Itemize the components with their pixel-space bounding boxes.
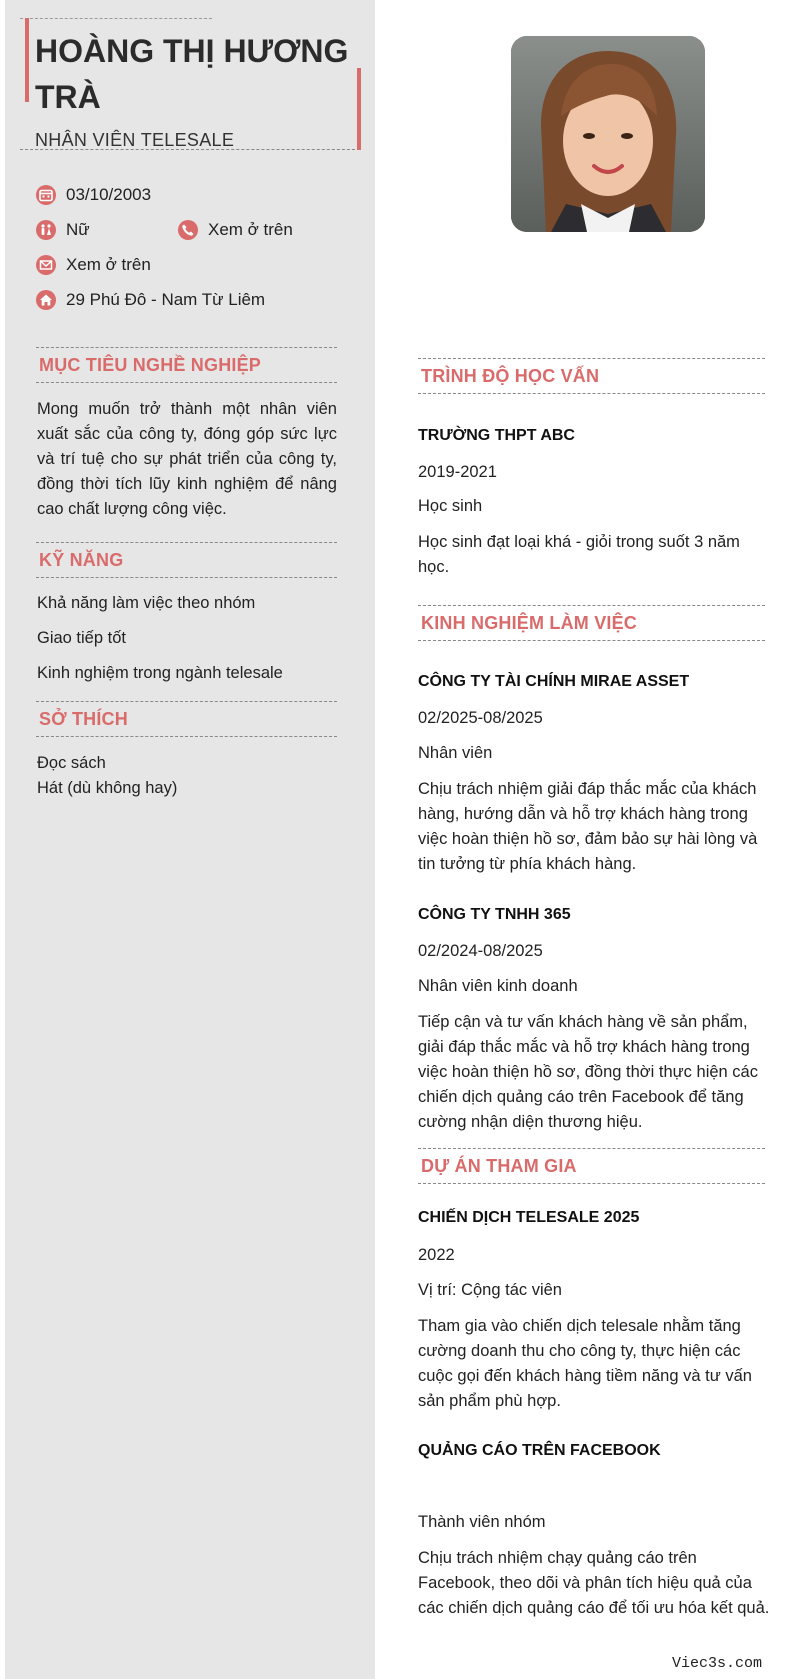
- address-value: 29 Phú Đô - Nam Từ Liêm: [66, 290, 266, 309]
- projects-heading: [418, 1148, 765, 1184]
- contact-birthday: [36, 185, 151, 205]
- project-role: Thành viên nhóm: [418, 1513, 546, 1531]
- project-name: CHIẾN DỊCH TELESALE 2025: [418, 1209, 640, 1226]
- birthday-value: 03/10/2003: [66, 185, 152, 204]
- experience-description: Chịu trách nhiệm giải đáp thắc mắc của khách hàng, hướng dẫn và hỗ trợ khách hàng trong việc hoàn thiện hồ sơ, đảm bảo sự hài lòng và tin tưởng từ phía khách hàng.: [418, 780, 758, 873]
- contact-gender: [36, 220, 90, 240]
- gender-icon: [36, 220, 56, 240]
- experience-position: Nhân viên: [418, 744, 493, 762]
- phone-icon: [178, 220, 198, 240]
- phone-value[interactable]: Xem ở trên: [208, 220, 293, 239]
- calendar-icon: [36, 185, 56, 205]
- contact-email[interactable]: [36, 255, 151, 275]
- school-name: TRƯỜNG THPT ABC: [418, 427, 575, 444]
- project-description: Tham gia vào chiến dịch telesale nhằm tăng cường doanh thu cho công ty, thực hiện các cuộc gọi đến khách hàng tiềm năng và tư vấn sản phẩm phù hợp.: [418, 1317, 752, 1410]
- profile-photo: [511, 36, 705, 232]
- skill-item: Giao tiếp tốt: [37, 629, 126, 647]
- education-role: Học sinh: [418, 497, 483, 515]
- experience-heading-text: KINH NGHIỆM LÀM VIỆC: [421, 613, 638, 633]
- education-period: 2019-2021: [418, 463, 497, 481]
- experience-period: 02/2024-08/2025: [418, 942, 543, 960]
- skill-item: Kinh nghiệm trong ngành telesale: [37, 664, 283, 682]
- contact-phone[interactable]: [178, 220, 293, 240]
- sidebar: [5, 0, 375, 1679]
- project-description: Chịu trách nhiệm chạy quảng cáo trên Facebook, theo dõi và phân tích hiệu quả của các chiến dịch quảng cáo để tối ưu hóa kết quả.: [418, 1549, 770, 1617]
- education-heading: [418, 358, 765, 394]
- gender-value: Nữ: [66, 220, 90, 239]
- education-description: Học sinh đạt loại khá - giỏi trong suốt 3 năm học.: [418, 533, 740, 576]
- hobbies-heading-text: SỞ THÍCH: [39, 709, 128, 729]
- hobbies-heading: [36, 701, 337, 737]
- email-icon: [36, 255, 56, 275]
- education-heading-text: TRÌNH ĐỘ HỌC VẤN: [421, 366, 600, 386]
- home-icon: [36, 290, 56, 310]
- experience-period: 02/2025-08/2025: [418, 709, 543, 727]
- experience-description: Tiếp cận và tư vấn khách hàng về sản phẩm, giải đáp thắc mắc và hỗ trợ khách hàng trong việc hoàn thiện hồ sơ, đồng thời thực hiện các chiến dịch quảng cáo trên Facebook để tăng cường nhận diện thương hiệu.: [418, 1013, 758, 1131]
- contact-address: [36, 290, 265, 310]
- projects-heading-text: DỰ ÁN THAM GIA: [421, 1156, 577, 1176]
- skills-heading: [36, 542, 337, 578]
- hobby-item: Hát (dù không hay): [37, 779, 178, 797]
- job-title: NHÂN VIÊN TELESALE: [35, 130, 235, 150]
- company-name: CÔNG TY TNHH 365: [418, 906, 571, 923]
- candidate-name: HOÀNG THỊ HƯƠNG TRÀ: [35, 33, 349, 115]
- hobby-item: Đọc sách: [37, 754, 106, 772]
- name-accent-bar-right: [357, 68, 361, 150]
- objective-text: Mong muốn trở thành một nhân viên xuất sắc của công ty, đóng góp sức lực và trí tuệ cho sự phát triển của công ty, đồng thời tích lũy kinh nghiệm để nâng cao chất lượng công việc.: [37, 400, 337, 518]
- objective-heading: [36, 347, 337, 383]
- experience-position: Nhân viên kinh doanh: [418, 977, 578, 995]
- watermark: Viec3s.com: [672, 1655, 763, 1672]
- project-year: 2022: [418, 1246, 455, 1264]
- name-accent-bar-left: [25, 18, 29, 102]
- project-name: QUẢNG CÁO TRÊN FACEBOOK: [418, 1442, 661, 1459]
- project-role: Vị trí: Cộng tác viên: [418, 1281, 562, 1299]
- objective-heading-text: MỤC TIÊU NGHỀ NGHIỆP: [39, 355, 262, 375]
- company-name: CÔNG TY TÀI CHÍNH MIRAE ASSET: [418, 673, 690, 690]
- skill-item: Khả năng làm việc theo nhóm: [37, 594, 256, 612]
- skills-heading-text: KỸ NĂNG: [39, 550, 124, 570]
- experience-heading: [418, 605, 765, 641]
- email-value[interactable]: Xem ở trên: [66, 255, 151, 274]
